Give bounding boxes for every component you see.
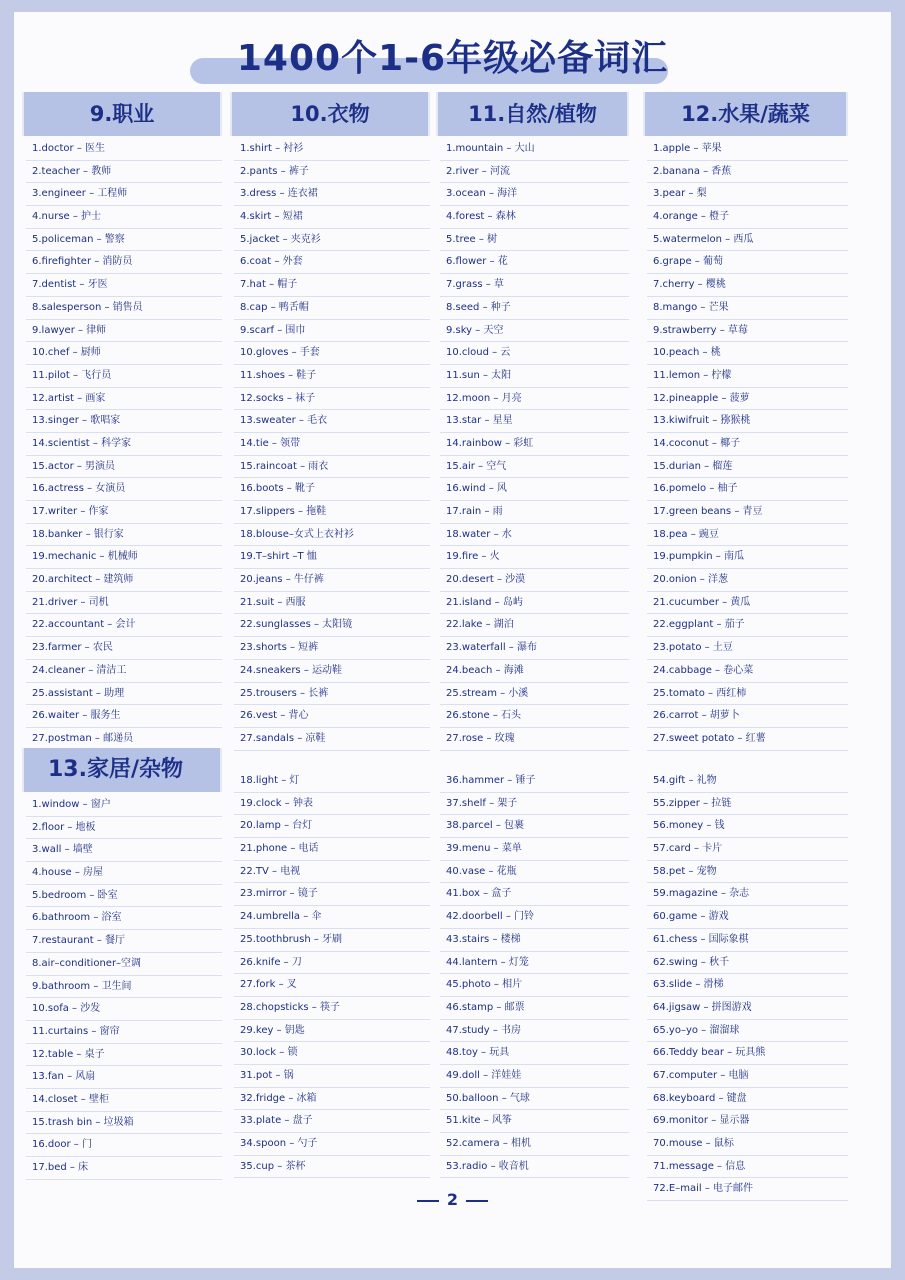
vocab-item: 8.cap – 鸭舌帽	[230, 297, 430, 320]
section-header: 11.自然/植物	[436, 92, 629, 136]
vocab-item: 2.river – 河流	[436, 161, 629, 184]
vocab-item: 6.flower – 花	[436, 251, 629, 274]
vocab-list	[22, 794, 222, 1180]
vocab-item: 7.restaurant – 餐厅	[22, 930, 222, 953]
vocab-item: 25.assistant – 助理	[22, 683, 222, 706]
vocab-item: 26.stone – 石头	[436, 705, 629, 728]
vocab-item: 53.radio – 收音机	[436, 1156, 629, 1179]
vocab-item: 16.boots – 靴子	[230, 478, 430, 501]
vocab-item: 24.beach – 海滩	[436, 660, 629, 683]
vocab-item: 27.rose – 玫瑰	[436, 728, 629, 751]
vocab-item: 14.closet – 壁柜	[22, 1089, 222, 1112]
vocab-item: 22.sunglasses – 太阳镜	[230, 614, 430, 637]
vocab-list	[230, 138, 430, 751]
vocab-item: 20.lamp – 台灯	[230, 815, 430, 838]
vocab-item: 65.yo–yo – 溜溜球	[643, 1020, 848, 1043]
vocab-item: 19.mechanic – 机械师	[22, 546, 222, 569]
vocab-item: 18.light – 灯	[230, 770, 430, 793]
vocab-item: 24.sneakers – 运动鞋	[230, 660, 430, 683]
vocab-item: 35.cup – 茶杯	[230, 1156, 430, 1179]
vocab-item: 22.eggplant – 茄子	[643, 614, 848, 637]
vocab-item: 44.lantern – 灯笼	[436, 952, 629, 975]
vocab-item: 9.sky – 天空	[436, 320, 629, 343]
vocab-list	[643, 770, 848, 1201]
vocab-item: 23.mirror – 镜子	[230, 883, 430, 906]
vocab-item: 7.dentist – 牙医	[22, 274, 222, 297]
vocab-item: 21.cucumber – 黄瓜	[643, 592, 848, 615]
vocab-item: 24.cabbage – 卷心菜	[643, 660, 848, 683]
page-title: 1400个1-6年级必备词汇	[236, 38, 669, 79]
vocab-item: 27.sandals – 凉鞋	[230, 728, 430, 751]
vocab-item: 3.dress – 连衣裙	[230, 183, 430, 206]
vocab-item: 22.TV – 电视	[230, 861, 430, 884]
vocab-item: 1.apple – 苹果	[643, 138, 848, 161]
vocab-item: 1.shirt – 衬衫	[230, 138, 430, 161]
vocab-item: 15.actor – 男演员	[22, 456, 222, 479]
vocab-item: 10.chef – 厨师	[22, 342, 222, 365]
vocab-item: 49.doll – 洋娃娃	[436, 1065, 629, 1088]
vocab-item: 13.sweater – 毛衣	[230, 410, 430, 433]
vocab-item: 26.knife – 刀	[230, 952, 430, 975]
vocab-item: 21.driver – 司机	[22, 592, 222, 615]
vocab-item: 21.island – 岛屿	[436, 592, 629, 615]
vocab-item: 3.pear – 梨	[643, 183, 848, 206]
vocab-list	[436, 138, 629, 751]
vocab-item: 12.table – 桌子	[22, 1044, 222, 1067]
vocab-item: 9.bathroom – 卫生间	[22, 976, 222, 999]
vocab-item: 20.onion – 洋葱	[643, 569, 848, 592]
vocab-item: 20.jeans – 牛仔裤	[230, 569, 430, 592]
vocab-item: 10.peach – 桃	[643, 342, 848, 365]
vocab-item: 64.jigsaw – 拼图游戏	[643, 997, 848, 1020]
vocab-item: 69.monitor – 显示器	[643, 1110, 848, 1133]
vocab-item: 14.scientist – 科学家	[22, 433, 222, 456]
vocab-item: 2.banana – 香蕉	[643, 161, 848, 184]
vocab-item: 12.moon – 月亮	[436, 388, 629, 411]
section-header: 12.水果/蔬菜	[643, 92, 848, 136]
vocab-item: 9.scarf – 围巾	[230, 320, 430, 343]
vocab-item: 7.hat – 帽子	[230, 274, 430, 297]
vocab-item: 58.pet – 宠物	[643, 861, 848, 884]
vocab-item: 15.trash bin – 垃圾箱	[22, 1112, 222, 1135]
vocab-item: 31.pot – 锅	[230, 1065, 430, 1088]
vocab-item: 15.durian – 榴莲	[643, 456, 848, 479]
vocab-item: 12.pineapple – 菠萝	[643, 388, 848, 411]
vocab-item: 17.green beans – 青豆	[643, 501, 848, 524]
vocab-item: 27.sweet potato – 红薯	[643, 728, 848, 751]
section-household	[22, 748, 222, 1180]
vocab-item: 6.firefighter – 消防员	[22, 251, 222, 274]
vocab-item: 10.sofa – 沙发	[22, 998, 222, 1021]
vocab-list	[436, 770, 629, 1178]
vocab-item: 25.toothbrush – 牙刷	[230, 929, 430, 952]
vocab-item: 39.menu – 菜单	[436, 838, 629, 861]
vocab-item: 22.lake – 湖泊	[436, 614, 629, 637]
section-header: 9.职业	[22, 92, 222, 136]
vocab-item: 5.bedroom – 卧室	[22, 885, 222, 908]
vocab-item: 6.grape – 葡萄	[643, 251, 848, 274]
vocab-item: 71.message – 信息	[643, 1156, 848, 1179]
vocab-item: 72.E–mail – 电子邮件	[643, 1178, 848, 1201]
vocab-item: 6.bathroom – 浴室	[22, 907, 222, 930]
vocab-item: 19.T–shirt –T 恤	[230, 546, 430, 569]
vocab-item: 32.fridge – 冰箱	[230, 1088, 430, 1111]
vocab-item: 52.camera – 相机	[436, 1133, 629, 1156]
vocab-item: 4.skirt – 短裙	[230, 206, 430, 229]
vocab-item: 9.strawberry – 草莓	[643, 320, 848, 343]
vocab-item: 61.chess – 国际象棋	[643, 929, 848, 952]
section-fruits-vegetables	[643, 92, 848, 751]
vocab-item: 4.house – 房屋	[22, 862, 222, 885]
vocab-item: 16.pomelo – 柚子	[643, 478, 848, 501]
vocab-item: 60.game – 游戏	[643, 906, 848, 929]
vocab-item: 18.banker – 银行家	[22, 524, 222, 547]
page-number-text: 2	[446, 1190, 459, 1209]
vocab-item: 13.kiwifruit – 猕猴桃	[643, 410, 848, 433]
vocab-item: 15.air – 空气	[436, 456, 629, 479]
vocab-item: 18.pea – 豌豆	[643, 524, 848, 547]
vocab-item: 9.lawyer – 律师	[22, 320, 222, 343]
household-column-2	[230, 770, 430, 1178]
vocab-item: 48.toy – 玩具	[436, 1042, 629, 1065]
vocab-item: 11.curtains – 窗帘	[22, 1021, 222, 1044]
vocab-item: 8.mango – 芒果	[643, 297, 848, 320]
vocab-item: 43.stairs – 楼梯	[436, 929, 629, 952]
vocab-item: 50.balloon – 气球	[436, 1088, 629, 1111]
vocab-item: 24.umbrella – 伞	[230, 906, 430, 929]
vocab-list	[230, 770, 430, 1178]
vocab-item: 11.pilot – 飞行员	[22, 365, 222, 388]
vocab-item: 62.swing – 秋千	[643, 952, 848, 975]
vocab-item: 7.cherry – 樱桃	[643, 274, 848, 297]
vocab-item: 14.tie – 领带	[230, 433, 430, 456]
vocab-item: 47.study – 书房	[436, 1020, 629, 1043]
vocab-item: 26.carrot – 胡萝卜	[643, 705, 848, 728]
vocab-item: 66.Teddy bear – 玩具熊	[643, 1042, 848, 1065]
vocab-item: 19.pumpkin – 南瓜	[643, 546, 848, 569]
vocab-item: 3.engineer – 工程师	[22, 183, 222, 206]
vocab-item: 56.money – 钱	[643, 815, 848, 838]
vocab-item: 12.socks – 袜子	[230, 388, 430, 411]
vocab-item: 25.trousers – 长裤	[230, 683, 430, 706]
vocab-item: 45.photo – 相片	[436, 974, 629, 997]
vocab-item: 11.shoes – 鞋子	[230, 365, 430, 388]
vocab-item: 59.magazine – 杂志	[643, 883, 848, 906]
vocab-item: 6.coat – 外套	[230, 251, 430, 274]
vocab-item: 37.shelf – 架子	[436, 793, 629, 816]
vocab-item: 54.gift – 礼物	[643, 770, 848, 793]
vocab-item: 8.air–conditioner–空调	[22, 953, 222, 976]
vocab-item: 23.shorts – 短裤	[230, 637, 430, 660]
vocab-item: 29.key – 钥匙	[230, 1020, 430, 1043]
vocab-item: 4.orange – 橙子	[643, 206, 848, 229]
vocab-item: 38.parcel – 包裹	[436, 815, 629, 838]
vocab-item: 4.nurse – 护士	[22, 206, 222, 229]
vocab-item: 15.raincoat – 雨衣	[230, 456, 430, 479]
vocab-item: 18.blouse–女式上衣衬衫	[230, 524, 430, 547]
vocab-item: 41.box – 盒子	[436, 883, 629, 906]
vocab-item: 18.water – 水	[436, 524, 629, 547]
vocab-item: 36.hammer – 锤子	[436, 770, 629, 793]
vocab-item: 14.rainbow – 彩虹	[436, 433, 629, 456]
vocab-item: 2.teacher – 教师	[22, 161, 222, 184]
vocab-item: 16.actress – 女演员	[22, 478, 222, 501]
vocab-item: 46.stamp – 邮票	[436, 997, 629, 1020]
vocab-item: 5.policeman – 警察	[22, 229, 222, 252]
vocab-item: 5.jacket – 夹克衫	[230, 229, 430, 252]
section-nature	[436, 92, 629, 751]
vocab-item: 3.ocean – 海洋	[436, 183, 629, 206]
vocab-item: 21.suit – 西服	[230, 592, 430, 615]
vocab-item: 11.lemon – 柠檬	[643, 365, 848, 388]
vocab-item: 23.waterfall – 瀑布	[436, 637, 629, 660]
vocab-item: 7.grass – 草	[436, 274, 629, 297]
dash-left	[417, 1200, 439, 1202]
vocab-item: 4.forest – 森林	[436, 206, 629, 229]
vocab-item: 67.computer – 电脑	[643, 1065, 848, 1088]
section-clothing	[230, 92, 430, 751]
vocab-item: 3.wall – 墙壁	[22, 839, 222, 862]
vocab-item: 23.farmer – 农民	[22, 637, 222, 660]
vocab-item: 17.writer – 作家	[22, 501, 222, 524]
vocab-item: 20.desert – 沙漠	[436, 569, 629, 592]
vocab-item: 8.seed – 种子	[436, 297, 629, 320]
vocab-item: 30.lock – 锁	[230, 1042, 430, 1065]
vocab-item: 22.accountant – 会计	[22, 614, 222, 637]
vocab-item: 57.card – 卡片	[643, 838, 848, 861]
vocab-item: 26.waiter – 服务生	[22, 705, 222, 728]
vocab-item: 27.postman – 邮递员	[22, 728, 222, 751]
vocab-item: 20.architect – 建筑师	[22, 569, 222, 592]
vocab-item: 5.watermelon – 西瓜	[643, 229, 848, 252]
household-column-3	[436, 770, 629, 1178]
vocab-item: 42.doorbell – 门铃	[436, 906, 629, 929]
vocab-item: 5.tree – 树	[436, 229, 629, 252]
vocab-item: 28.chopsticks – 筷子	[230, 997, 430, 1020]
vocab-item: 27.fork – 叉	[230, 974, 430, 997]
household-column-4	[643, 770, 848, 1201]
vocab-list	[643, 138, 848, 751]
vocab-item: 10.gloves – 手套	[230, 342, 430, 365]
vocab-item: 14.coconut – 椰子	[643, 433, 848, 456]
vocab-item: 17.rain – 雨	[436, 501, 629, 524]
vocab-item: 40.vase – 花瓶	[436, 861, 629, 884]
vocab-item: 34.spoon – 勺子	[230, 1133, 430, 1156]
vocab-item: 26.vest – 背心	[230, 705, 430, 728]
vocab-item: 55.zipper – 拉链	[643, 793, 848, 816]
vocab-item: 16.door – 门	[22, 1134, 222, 1157]
vocab-list	[22, 138, 222, 751]
vocab-item: 70.mouse – 鼠标	[643, 1133, 848, 1156]
page-number	[0, 1190, 905, 1209]
vocab-item: 16.wind – 风	[436, 478, 629, 501]
vocab-item: 2.floor – 地板	[22, 817, 222, 840]
vocab-item: 25.stream – 小溪	[436, 683, 629, 706]
vocab-item: 24.cleaner – 清洁工	[22, 660, 222, 683]
vocab-item: 1.window – 窗户	[22, 794, 222, 817]
vocab-item: 19.fire – 火	[436, 546, 629, 569]
vocab-item: 10.cloud – 云	[436, 342, 629, 365]
vocab-item: 11.sun – 太阳	[436, 365, 629, 388]
vocab-item: 19.clock – 钟表	[230, 793, 430, 816]
vocab-item: 13.fan – 风扇	[22, 1066, 222, 1089]
vocab-item: 51.kite – 风筝	[436, 1110, 629, 1133]
section-header: 13.家居/杂物	[22, 748, 222, 792]
vocab-item: 13.star – 星星	[436, 410, 629, 433]
vocab-item: 63.slide – 滑梯	[643, 974, 848, 997]
vocab-item: 8.salesperson – 销售员	[22, 297, 222, 320]
vocab-item: 2.pants – 裤子	[230, 161, 430, 184]
vocab-item: 13.singer – 歌唱家	[22, 410, 222, 433]
vocab-item: 12.artist – 画家	[22, 388, 222, 411]
vocab-item: 21.phone – 电话	[230, 838, 430, 861]
section-header: 10.衣物	[230, 92, 430, 136]
dash-right	[466, 1200, 488, 1202]
section-occupations	[22, 92, 222, 751]
vocab-item: 17.slippers – 拖鞋	[230, 501, 430, 524]
vocab-item: 17.bed – 床	[22, 1157, 222, 1180]
vocab-item: 68.keyboard – 键盘	[643, 1088, 848, 1111]
vocab-item: 23.potato – 土豆	[643, 637, 848, 660]
vocab-item: 33.plate – 盘子	[230, 1110, 430, 1133]
vocab-item: 1.mountain – 大山	[436, 138, 629, 161]
vocab-item: 25.tomato – 西红柿	[643, 683, 848, 706]
vocab-item: 1.doctor – 医生	[22, 138, 222, 161]
